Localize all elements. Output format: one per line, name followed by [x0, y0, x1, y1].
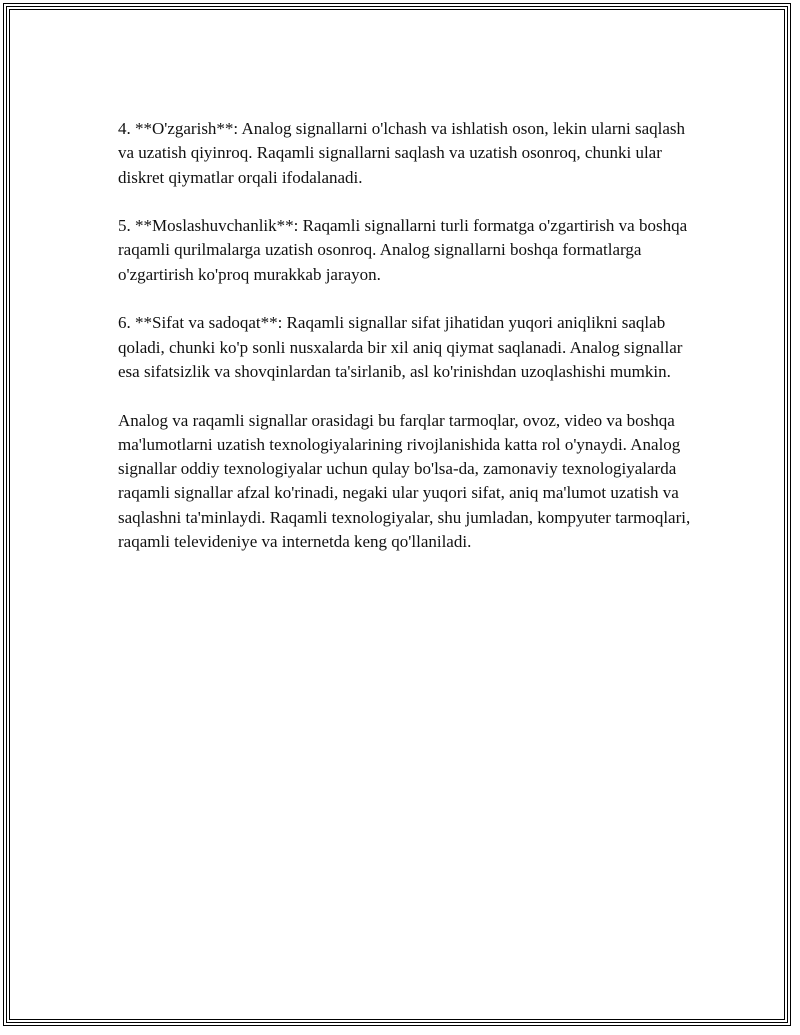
- paragraph-conclusion: Analog va raqamli signallar orasidagi bu farqlar tarmoqlar, ovoz, video va boshqa ma'lumotlarni uzatish texnologiyalarining rivojlanishida katta rol o'ynaydi. Analog signallar oddiy texnologiyalar uchun qulay bo'lsa-da, zamonaviy texnologiyalarda raqamli signallar afzal ko'rinadi, negaki ular yuqori sifat, aniq ma'lumot uzatish va saqlashni ta'minlaydi. Raqamli texnologiyalar, shu jumladan, kompyuter tarmoqlari, raqamli televideniye va internetda keng qo'llaniladi.: [118, 410, 691, 552]
- paragraph-item-5: 5. **Moslashuvchanlik**: Raqamli signallarni turli formatga o'zgartirish va boshqa raqamli qurilmalarga uzatish osonroq. Analog signallarni boshqa formatlarga o'zgartirish ko'proq murakkab jarayon.: [118, 216, 688, 284]
- document-body: [118, 117, 698, 579]
- paragraph-item-6: 6. **Sifat va sadoqat**: Raqamli signallar sifat jihatidan yuqori aniqlikni saqlab qoladi, chunki ko'p sonli nusxalarda bir xil aniq qiymat saqlanadi. Analog signallar esa sifatsizlik va shovqinlardan ta'sirlanib, asl ko'rinishdan uzoqlashishi mumkin.: [118, 313, 683, 381]
- paragraph-item-4: 4. **O'zgarish**: Analog signallarni o'lchash va ishlatish oson, lekin ularni saqlash va uzatish qiyinroq. Raqamli signallarni saqlash va uzatish osonroq, chunki ular diskret qiymatlar orqali ifodalanadi.: [118, 119, 686, 187]
